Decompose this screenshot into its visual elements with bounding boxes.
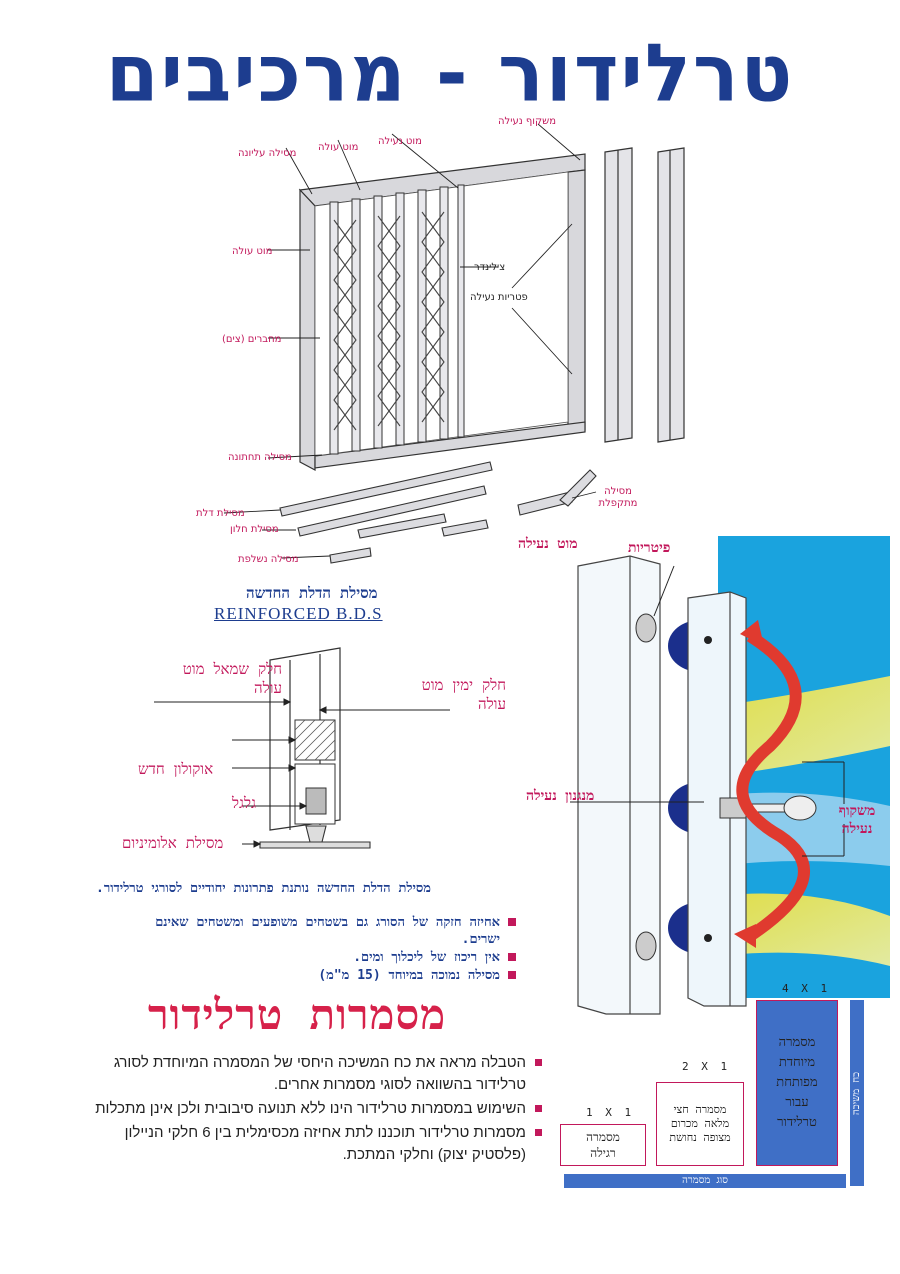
- nails-point: הטבלה מראה את כח המשיכה היחסי של המסמרה המיוחדת לסורג טרלידור בהשוואה לסוגי מסמרות אחרים.: [82, 1052, 542, 1096]
- label-bottom-rail: מסילה תחתונה: [228, 452, 292, 463]
- label-lock-hood: משקוף נעילה: [498, 116, 556, 127]
- y-axis-label: כח משיכה: [851, 1071, 863, 1115]
- label-window-rail: מסילת חלון: [230, 524, 279, 535]
- bar-special-nail: [756, 1000, 838, 1166]
- bar-label: מסמרה חצי מלאה מכרום מצופה נחושת: [669, 1103, 731, 1144]
- label-connectors: מחברים (צים): [222, 334, 282, 345]
- label-folding-rail: מסילה מתקפלת: [598, 486, 638, 509]
- label-lock-bolts: פטריות נעילה: [470, 292, 528, 303]
- bar-label: מסמרה רגילה: [586, 1130, 620, 1160]
- bds-right-part-label: חלק ימין מוט עולה: [421, 676, 506, 713]
- bds-title: מסילת הדלת החדשה: [246, 584, 378, 602]
- bds-wheel-label: גלגל: [232, 794, 256, 812]
- label-top-rail: מסילה עליונה: [238, 148, 297, 159]
- x-axis-label: סוג מסמרה: [564, 1174, 846, 1188]
- label-cylinder: צילינדר: [474, 262, 506, 273]
- feature-item: מסילה נמוכה במיוחד (15 מ"מ): [112, 967, 516, 984]
- nails-point: השימוש במסמרות טרלידור הינו ללא תנועה סיבובית ולכן אינן מתכלות: [82, 1098, 542, 1120]
- bar-ratio-1: 1 X 1: [586, 1106, 635, 1119]
- label-lock-post: מוט נעילה: [378, 136, 422, 147]
- label-door-rail: מסילת דלת: [196, 508, 245, 519]
- mechanism-label: מנגנון נעילה: [526, 788, 595, 804]
- bds-new-profile-label: אוקולון חדש: [138, 760, 214, 778]
- bar-label: מסמרה מיוחדת מפותחת עבור טרלידור: [776, 1035, 818, 1130]
- hood-label: משקוף נעילה: [838, 803, 876, 837]
- lock-diagram: [570, 536, 892, 1016]
- side-profiles: [605, 148, 684, 442]
- feature-list: [112, 914, 516, 985]
- feature-item: אחיזה חזקה של הסורג גם בשטחים משופעים ומשטחים שאינם ישרים.: [112, 914, 516, 948]
- page-title: טרלידור - מרכיבים: [105, 25, 795, 120]
- feature-item: אין ריכוז של ליכלוך ומים.: [112, 949, 516, 966]
- bar-ratio-3: 4 X 1: [782, 982, 831, 995]
- nails-title: מסמרות טרלידור: [148, 990, 447, 1039]
- label-rising-post: מוט עולה: [318, 142, 359, 153]
- nails-points: [82, 1052, 542, 1168]
- bar-regular-nail: [560, 1124, 646, 1166]
- bar-ratio-2: 2 X 1: [682, 1060, 731, 1073]
- label-rising-post-left: מוט עולה: [232, 246, 273, 257]
- label-removable-rail: מסילה נשלפת: [238, 554, 299, 565]
- mushrooms-label: פיטריות: [628, 540, 671, 556]
- nails-point: מסמרות טרלידור תוכננו לתת אחיזה מכסימלית בין 6 חלקי הניילון (פלסטיק יצוק) וחלקי המתכת.: [82, 1122, 542, 1166]
- bds-left-part-label: חלק שמאל מוט עולה: [182, 660, 282, 697]
- bds-subtitle: REINFORCED B.D.S: [214, 604, 383, 623]
- bar-half-full-nail: [656, 1082, 744, 1166]
- frame-diagram: [0, 110, 900, 580]
- bds-aluminum-rail-label: מסילת אלומיניום: [122, 834, 224, 852]
- intro-text: מסילת הדלת החדשה נותנת פתרונות יחודיים לסורגי טרלידור.: [96, 881, 431, 896]
- lock-post-label: מוט נעילה: [518, 536, 578, 552]
